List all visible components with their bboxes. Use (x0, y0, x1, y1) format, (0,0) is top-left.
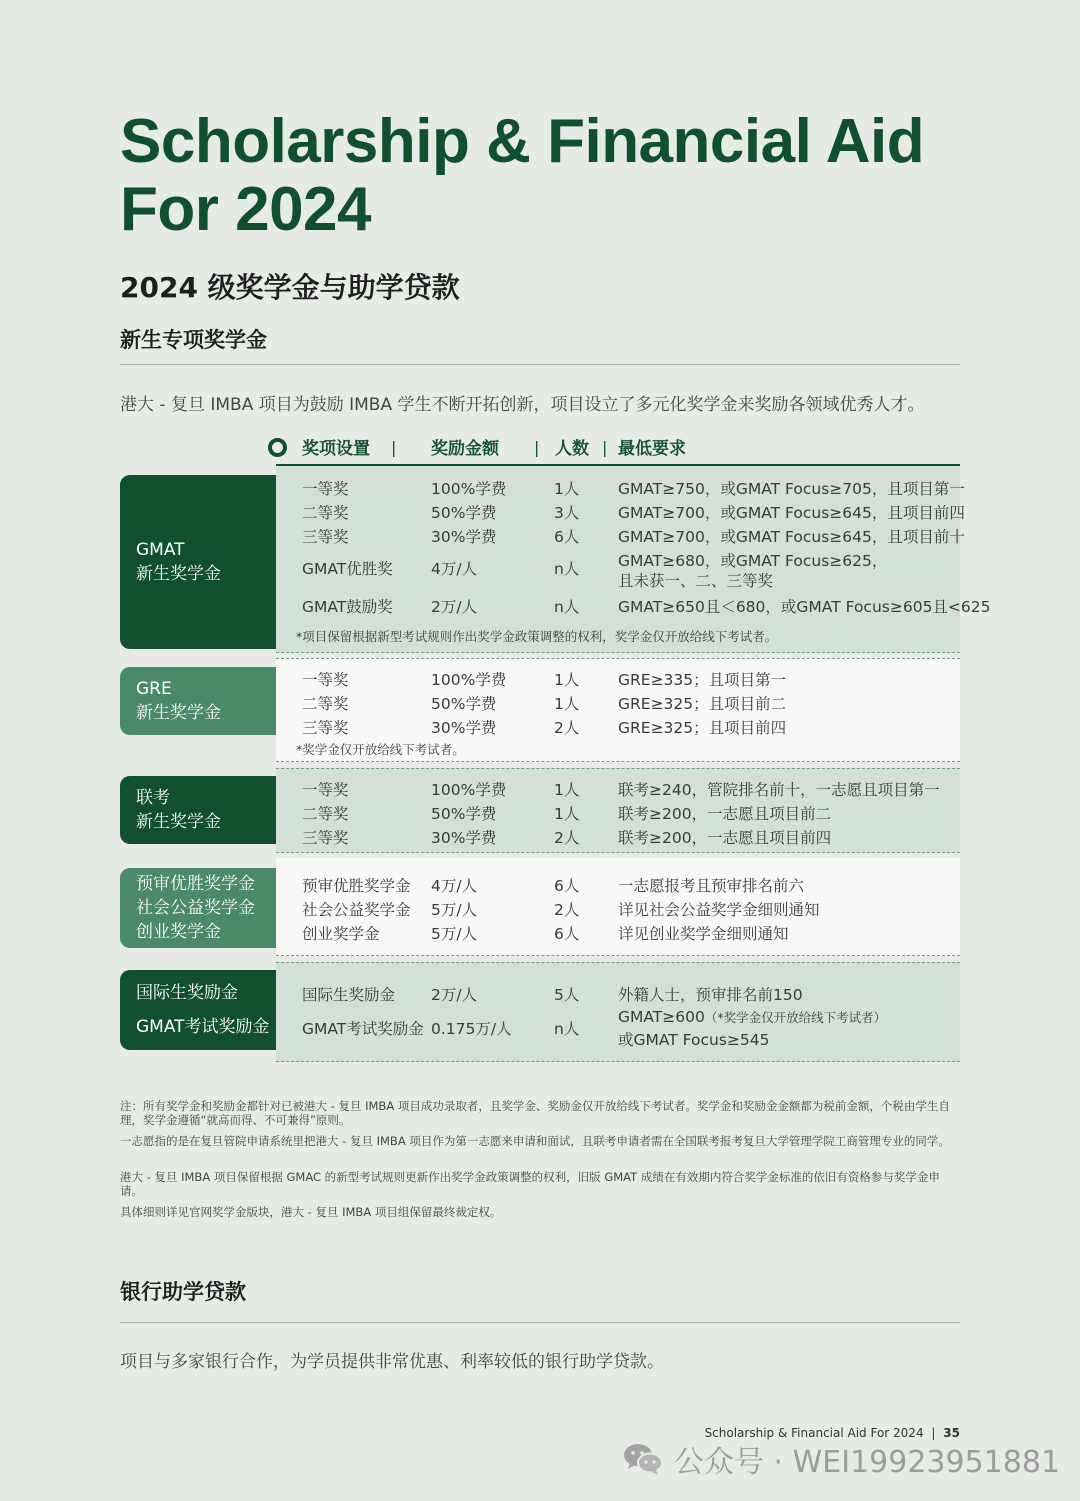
table-cell-amount: 50%学费 (431, 504, 497, 522)
header-amount: 奖励金额 (431, 439, 499, 459)
table-cell-amount: 0.175万/人 (431, 1020, 512, 1038)
group-label-gmat (120, 475, 276, 649)
table-cell-requirement: 外籍人士，预审排名前150 (618, 986, 803, 1004)
footnote: 注：所有奖学金和奖励金都针对已被港大 - 复旦 IMBA 项目成功录取者，且奖学金、奖励金仅开放给线下考试者。奖学金和奖励金金额都为税前金额，个税由学生自理，奖学金遵循“就高而得、不可兼得”原则。 (120, 1099, 950, 1127)
title-line-1: Scholarship & Financial Aid (120, 107, 925, 176)
table-cell-requirement: GMAT≥650且＜680，或GMAT Focus≥605且<625 (618, 598, 991, 616)
group-label-line: 新生奖学金 (136, 564, 221, 584)
intro-text: 港大 - 复旦 IMBA 项目为鼓励 IMBA 学生不断开拓创新，项目设立了多元化奖学金来奖励各领域优秀人才。 (120, 395, 925, 415)
table-cell-requirement: 联考≥240，管院排名前十，一志愿且项目第一 (618, 781, 940, 799)
table-cell-requirement: 联考≥200，一志愿且项目前四 (618, 829, 832, 847)
table-cell-name: 三等奖 (302, 829, 349, 847)
page-title (120, 108, 1020, 244)
divider (120, 364, 960, 365)
table-cell-name: 三等奖 (302, 719, 349, 737)
group-label-line: GMAT (136, 540, 185, 560)
table-cell-name: 国际生奖励金 (302, 986, 396, 1004)
group-label-line: 新生奖学金 (136, 703, 221, 723)
table-cell-name: 一等奖 (302, 480, 349, 498)
table-cell-amount: 30%学费 (431, 829, 497, 847)
group-label-line: GRE (136, 679, 172, 699)
group-label-joint-exam (120, 776, 276, 844)
group-label-line: 社会公益奖学金 (136, 898, 255, 918)
table-cell-requirement: GMAT≥700，或GMAT Focus≥645，且项目前四 (618, 504, 965, 522)
requirement-text: GMAT≥600 (618, 1008, 705, 1026)
table-cell-count: 2人 (554, 901, 580, 919)
footer-separator: | (931, 1426, 936, 1440)
header-requirement: 最低要求 (618, 439, 686, 459)
header-separator: | (391, 438, 397, 457)
table-cell-requirement: GMAT≥700，或GMAT Focus≥645，且项目前十 (618, 528, 965, 546)
table-cell-amount: 4万/人 (431, 877, 478, 895)
table-cell-amount: 30%学费 (431, 528, 497, 546)
group-label-line: 新生奖学金 (136, 812, 221, 832)
table-cell-count: 6人 (554, 877, 580, 895)
table-cell-name: GMAT考试奖励金 (302, 1020, 424, 1038)
loan-text: 项目与多家银行合作，为学员提供非常优惠、利率较低的银行助学贷款。 (120, 1352, 664, 1372)
table-cell-count: 3人 (554, 504, 580, 522)
wechat-icon (622, 1441, 664, 1477)
header-count: 人数 (555, 439, 589, 459)
table-note: *奖学金仅开放给线下考试者。 (296, 742, 465, 757)
header-name: 奖项设置 (302, 439, 370, 459)
watermark-text: 公众号 · WEI19923951881 (674, 1445, 1061, 1480)
header-separator: | (602, 438, 608, 457)
table-cell-count: 5人 (554, 986, 580, 1004)
table-cell-amount: 5万/人 (431, 901, 478, 919)
table-cell-requirement: GMAT≥750，或GMAT Focus≥705，且项目第一 (618, 480, 965, 498)
group-label-line: 联考 (136, 788, 170, 808)
header-separator: | (534, 438, 540, 457)
table-cell-name: 一等奖 (302, 671, 349, 689)
table-cell-name: GMAT优胜奖 (302, 560, 393, 578)
table-cell-count: 6人 (554, 925, 580, 943)
table-cell-amount: 30%学费 (431, 719, 497, 737)
group-label-line: 创业奖学金 (136, 922, 221, 942)
table-cell-amount: 50%学费 (431, 695, 497, 713)
table-cell-count: 6人 (554, 528, 580, 546)
divider (120, 1322, 960, 1323)
group-label-line: 预审优胜奖学金 (136, 874, 255, 894)
requirement-small-note: （*奖学金仅开放给线下考试者） (704, 1010, 887, 1025)
table-cell-count: n人 (554, 598, 580, 616)
table-cell-name: 二等奖 (302, 695, 349, 713)
table-cell-amount: 4万/人 (431, 560, 478, 578)
footnote: 具体细则详见官网奖学金版块，港大 - 复旦 IMBA 项目组保留最终裁定权。 (120, 1205, 502, 1219)
table-cell-requirement (618, 1008, 886, 1026)
table-note: *项目保留根据新型考试规则作出奖学金政策调整的权利，奖学金仅开放给线下考试者。 (296, 629, 778, 644)
table-cell-amount: 100%学费 (431, 671, 507, 689)
table-cell-requirement-cont: 且未获一、二、三等奖 (618, 572, 774, 590)
table-cell-name: 一等奖 (302, 781, 349, 799)
page-number: 35 (943, 1426, 960, 1440)
table-cell-requirement: GRE≥335；且项目第一 (618, 671, 787, 689)
watermark (622, 1437, 1060, 1481)
table-cell-count: 1人 (554, 805, 580, 823)
table-cell-count: 1人 (554, 480, 580, 498)
table-cell-amount: 5万/人 (431, 925, 478, 943)
table-cell-amount: 100%学费 (431, 480, 507, 498)
table-cell-count: 1人 (554, 695, 580, 713)
table-cell-name: 创业奖学金 (302, 925, 380, 943)
table-cell-name: 社会公益奖学金 (302, 901, 411, 919)
table-cell-count: 2人 (554, 719, 580, 737)
table-cell-name: GMAT鼓励奖 (302, 598, 393, 616)
table-cell-requirement: 联考≥200，一志愿且项目前二 (618, 805, 832, 823)
title-line-2: For 2024 (120, 175, 372, 244)
group-label-line: 国际生奖励金 (136, 983, 238, 1003)
footnote: 一志愿指的是在复旦管院申请系统里把港大 - 复旦 IMBA 项目作为第一志愿来申请和面试，且联考申请者需在全国联考报考复旦大学管理学院工商管理专业的同学。 (120, 1134, 950, 1148)
table-cell-requirement-cont: 或GMAT Focus≥545 (618, 1031, 770, 1049)
table-cell-count: 1人 (554, 781, 580, 799)
table-cell-amount: 2万/人 (431, 598, 478, 616)
table-cell-requirement: GMAT≥680，或GMAT Focus≥625， (618, 552, 888, 570)
table-cell-name: 二等奖 (302, 504, 349, 522)
table-cell-requirement: GRE≥325；且项目前四 (618, 719, 787, 737)
circle-bullet-icon (268, 438, 287, 457)
table-cell-name: 三等奖 (302, 528, 349, 546)
group-label-line: GMAT考试奖励金 (136, 1017, 270, 1037)
table-cell-amount: 50%学费 (431, 805, 497, 823)
section-heading-loan: 银行助学贷款 (120, 1280, 246, 1304)
footer-text: Scholarship & Financial Aid For 2024 (704, 1426, 924, 1440)
group-label-awards (120, 970, 276, 1050)
footnote: 港大 - 复旦 IMBA 项目保留根据 GMAC 的新型考试规则更新作出奖学金政策调整的权利，旧版 GMAT 成绩在有效期内符合奖学金标准的依旧有资格参与奖学金申请。 (120, 1170, 940, 1198)
table-cell-name: 预审优胜奖学金 (302, 877, 411, 895)
table-cell-requirement: 详见社会公益奖学金细则通知 (618, 901, 820, 919)
table-cell-amount: 100%学费 (431, 781, 507, 799)
table-cell-count: 1人 (554, 671, 580, 689)
table-cell-count: 2人 (554, 829, 580, 847)
table-cell-name: 二等奖 (302, 805, 349, 823)
subtitle: 2024 级奖学金与助学贷款 (120, 271, 460, 304)
group-label-gre (120, 667, 276, 735)
table-cell-requirement: GRE≥325；且项目前二 (618, 695, 787, 713)
table-cell-count: n人 (554, 1020, 580, 1038)
section-heading-scholarship: 新生专项奖学金 (120, 328, 267, 352)
table-cell-requirement: 一志愿报考且预审排名前六 (618, 877, 805, 895)
table-cell-amount: 2万/人 (431, 986, 478, 1004)
table-cell-requirement: 详见创业奖学金细则通知 (618, 925, 789, 943)
table-cell-count: n人 (554, 560, 580, 578)
group-label-special (120, 868, 276, 948)
